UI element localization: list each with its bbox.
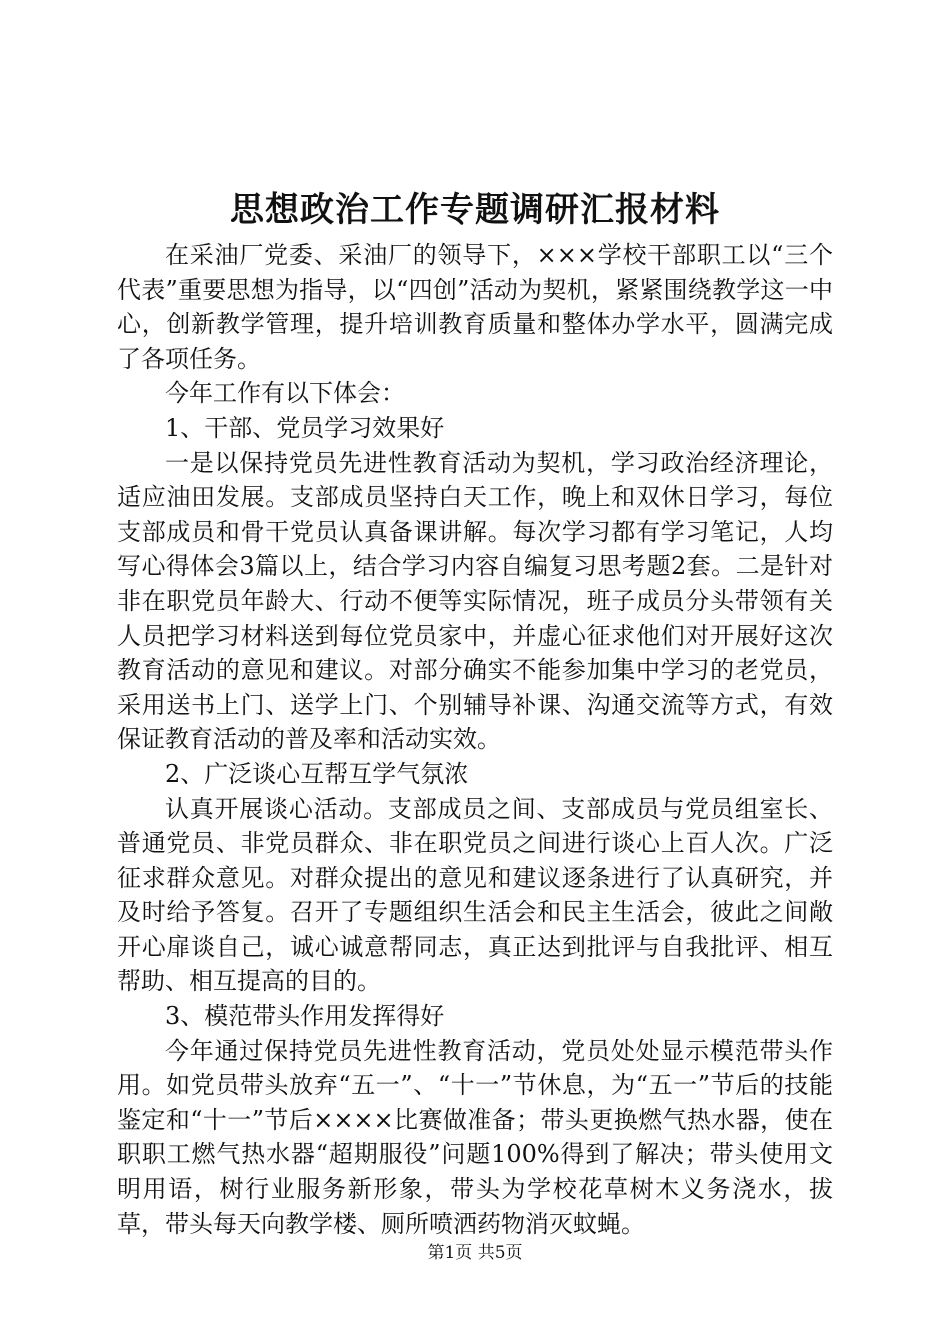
page-number-footer: 第1页 共5页 bbox=[427, 1243, 523, 1263]
section-heading-2: 2、广泛谈心互帮互学气氛浓 bbox=[165, 759, 469, 788]
section-heading-1: 1、干部、党员学习效果好 bbox=[165, 413, 445, 442]
section-3-paragraph: 今年通过保持党员先进性教育活动，党员处处显示模范带头作用。如党员带头放弃“五一”、“十一”节休息，为“五一”节后的技能鉴定和“十一”节后××××比赛做准备；带头更换燃气热水器，使在职职工燃气热水器“超期服役”问题100%得到了解决；带头使用文明用语，树行业服务新形象，带头为学校花草树木义务浇水，拔草，带头每天向教学楼、厕所喷洒药物消灭蚊蝇。 bbox=[117, 1036, 833, 1238]
section-2-paragraph: 认真开展谈心活动。支部成员之间、支部成员与党员组室长、普通党员、非党员群众、非在职党员之间进行谈心上百人次。广泛征求群众意见。对群众提出的意见和建议逐条进行了认真研究，并及时给予答复。召开了专题组织生活会和民主生活会，彼此之间敞开心扉谈自己，诚心诚意帮同志，真正达到批评与自我批评、相互帮助、相互提高的目的。 bbox=[117, 794, 833, 996]
summary-lead: 今年工作有以下体会： bbox=[165, 379, 405, 408]
document-body bbox=[117, 238, 833, 1241]
section-heading-3: 3、模范带头作用发挥得好 bbox=[165, 1002, 445, 1031]
intro-paragraph: 在采油厂党委、采油厂的领导下，×××学校干部职工以“三个代表”重要思想为指导，以“四创”活动为契机，紧紧围绕教学这一中心，创新教学管理，提升培训教育质量和整体办学水平，圆满完成了各项任务。 bbox=[117, 241, 833, 373]
document-title: 思想政治工作专题调研汇报材料 bbox=[230, 190, 720, 230]
section-1-paragraph: 一是以保持党员先进性教育活动为契机，学习政治经济理论，适应油田发展。支部成员坚持白天工作，晚上和双休日学习，每位支部成员和骨干党员认真备课讲解。每次学习都有学习笔记，人均写心得体会3篇以上，结合学习内容自编复习思考题2套。二是针对非在职党员年龄大、行动不便等实际情况，班子成员分头带领有关人员把学习材料送到每位党员家中，并虚心征求他们对开展好这次教育活动的意见和建议。对部分确实不能参加集中学习的老党员，采用送书上门、送学上门、个别辅导补课、沟通交流等方式，有效保证教育活动的普及率和活动实效。 bbox=[117, 448, 833, 754]
